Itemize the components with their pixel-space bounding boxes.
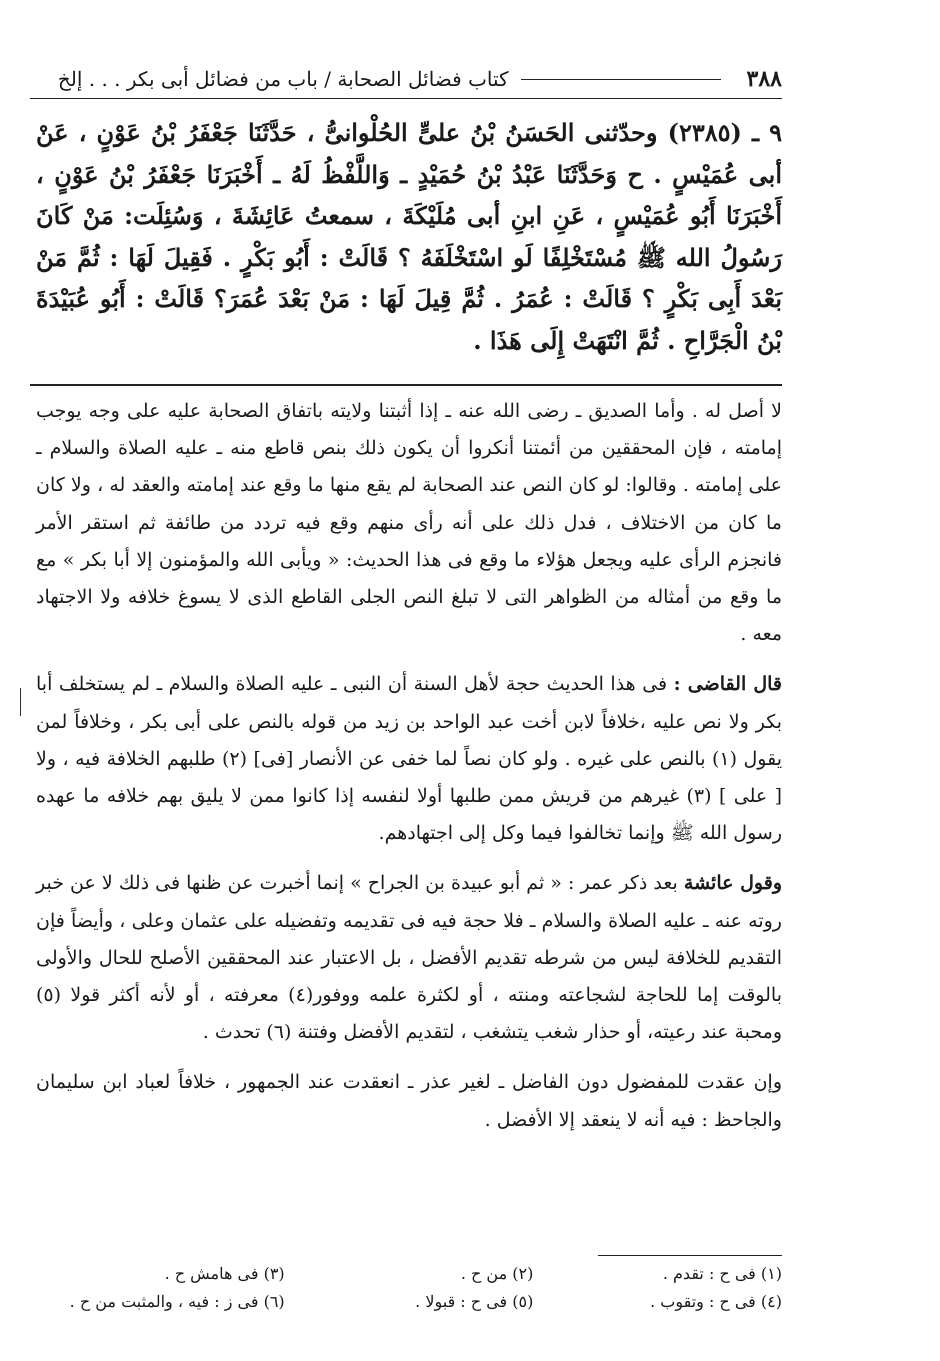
page-number: ٣٨٨	[746, 66, 782, 92]
footnote-5: (٥) فى ح : قبولا .	[415, 1292, 534, 1311]
footnote-separator	[598, 1255, 782, 1256]
header-rule	[30, 98, 782, 99]
hadith-text-block	[36, 112, 782, 362]
qadi-heading: قال القاضى :	[673, 673, 783, 696]
footnote-2: (٢) من ح .	[460, 1264, 534, 1283]
hadith-number: ٩ ـ (٢٣٨٥)	[667, 118, 782, 147]
running-title: كتاب فضائل الصحابة / باب من فضائل أبى بكر . . . إلخ	[57, 67, 509, 91]
commentary-paragraph-2	[36, 666, 782, 852]
commentary-block	[36, 393, 782, 1139]
commentary-paragraph-1: لا أصل له . وأما الصديق ـ رضى الله عنه ـ إذا أثبتنا ولايته باتفاق الصحابة عليه على وجه يوجب إمامته ، فإن المحققين من أئمتنا أنكروا أن يكون ذلك بنص قاطع منه ـ عليه الصلاة والسلام ـ على إمامته . وقالوا: لو كان النص عند الصحابة لم يقع منها ما وقع عند إمامته والعقد له ، ولا كان ما كان من الاختلاف ، فدل ذلك على أنه رأى منهم وقع فيه تردد من طائفة ثم استقر الأمر فانجزم الرأى عليه ويجعل هؤلاء ما وقع فى هذا الحديث: « ويأبى الله والمؤمنون إلا أبا بكر » مع ما وقع من أمثاله من الظواهر التى لا تبلغ النص الجلى القاطع الذى لا يسوغ خلافه ولا الاجتهاد معه .	[36, 400, 783, 646]
commentary-paragraph-2-body: فى هذا الحديث حجة لأهل السنة أن النبى ـ عليه الصلاة والسلام ـ لم يستخلف أبا بكر ولا نص عليه ،خلافاً لابن أخت عبد الواحد بن زيد من قوله بالنص على أبى بكر ، وخلافاً لمن يقول (١) بالنص على غيره . ولو كان نصاً لما خفى عن الأنصار [فى] (٢) طلبهم الخلافة فيه ، ولا [ على ] (٣) غيرهم من قريش ممن طلبها أولا لنفسه إذا كانوا ممن لا يليق بهم خلافه ما عهده رسول الله ﷺ وإنما تخالفوا فيما وكل إلى اجتهادهم.	[36, 673, 783, 845]
page-header	[30, 62, 782, 96]
header-divider	[521, 79, 721, 80]
footnotes	[36, 1263, 782, 1313]
commentary-paragraph-3-body: بعد ذكر عمر : « ثم أبو عبيدة بن الجراح » إنما أخبرت عن ظنها فى ذلك لا عن خبر روته عنه ـ عليه الصلاة والسلام ـ فلا حجة فيه فى تقديمه وتفضيله على عثمان وعلى ، وأيضاً فإن التقديم للخلافة ليس من شرطه تقديم الأفضل ، بل الاعتبار عند المحققين الأصلح للحال والأولى بالوقت إما للحاجة لشجاعته ومنته ، أو لكثرة علمه ووفور(٤) معرفته ، أو لأنه أكثر قولا (٥) ومحبة عند رعيته، أو حذار شغب يتشغب ، لتقديم الأفضل وفتنة (٦) تحدث .	[36, 872, 782, 1044]
footnote-6: (٦) فى ز : فيه ، والمثبت من ح .	[69, 1292, 285, 1311]
commentary-paragraph-3	[36, 865, 782, 1051]
hadith-body: وحدّثنى الحَسَنُ بْنُ علىٍّ الحُلْوانىُّ ، حَدَّثَنَا جَعْفَرُ بْنُ عَوْنٍ ، عَنْ أبى عُمَيْسٍ . ح وَحَدَّثَنَا عَبْدُ بْنُ حُمَيْدٍ ـ وَاللَّفْظُ لَهُ ـ أَخْبَرَنَا جَعْفَرُ بْنُ عَوْنٍ ، أَخْبَرَنَا أَبُو عُمَيْسٍ ، عَنِ ابنِ أبى مُلَيْكَةَ ، سمعتُ عَائِشَةَ ، وَسُئِلَت: مَنْ كَانَ رَسُولُ الله ﷺ مُسْتَخْلِفًا لَو اسْتَخْلَفَهُ ؟ قَالَتْ : أَبُو بَكْرٍ . فَقِيلَ لَهَا : ثُمَّ مَنْ بَعْدَ أَبِى بَكْرٍ ؟ قَالَتْ : عُمَرُ . ثُمَّ قِيلَ لَهَا : مَنْ بَعْدَ عُمَرَ؟ قَالَتْ : أَبُو عُبَيْدَةَ بْنُ الْجَرَّاحِ . ثُمَّ انْتَهَتْ إِلَى هَذَا .	[36, 118, 783, 355]
text-separator-rule	[30, 384, 782, 386]
margin-mark	[20, 688, 21, 716]
aisha-heading: وقول عائشة	[683, 872, 782, 895]
footnote-4: (٤) فى ح : وتقوب .	[650, 1292, 782, 1311]
footnote-3: (٣) فى هامش ح .	[164, 1264, 285, 1283]
commentary-paragraph-4: وإن عقدت للمفضول دون الفاضل ـ لغير عذر ـ انعقدت عند الجمهور ، خلافاً لعباد ابن سليمان والجاحظ : فيه أنه لا ينعقد إلا الأفضل .	[36, 1071, 782, 1131]
footnote-1: (١) فى ح : تقدم .	[662, 1264, 782, 1283]
